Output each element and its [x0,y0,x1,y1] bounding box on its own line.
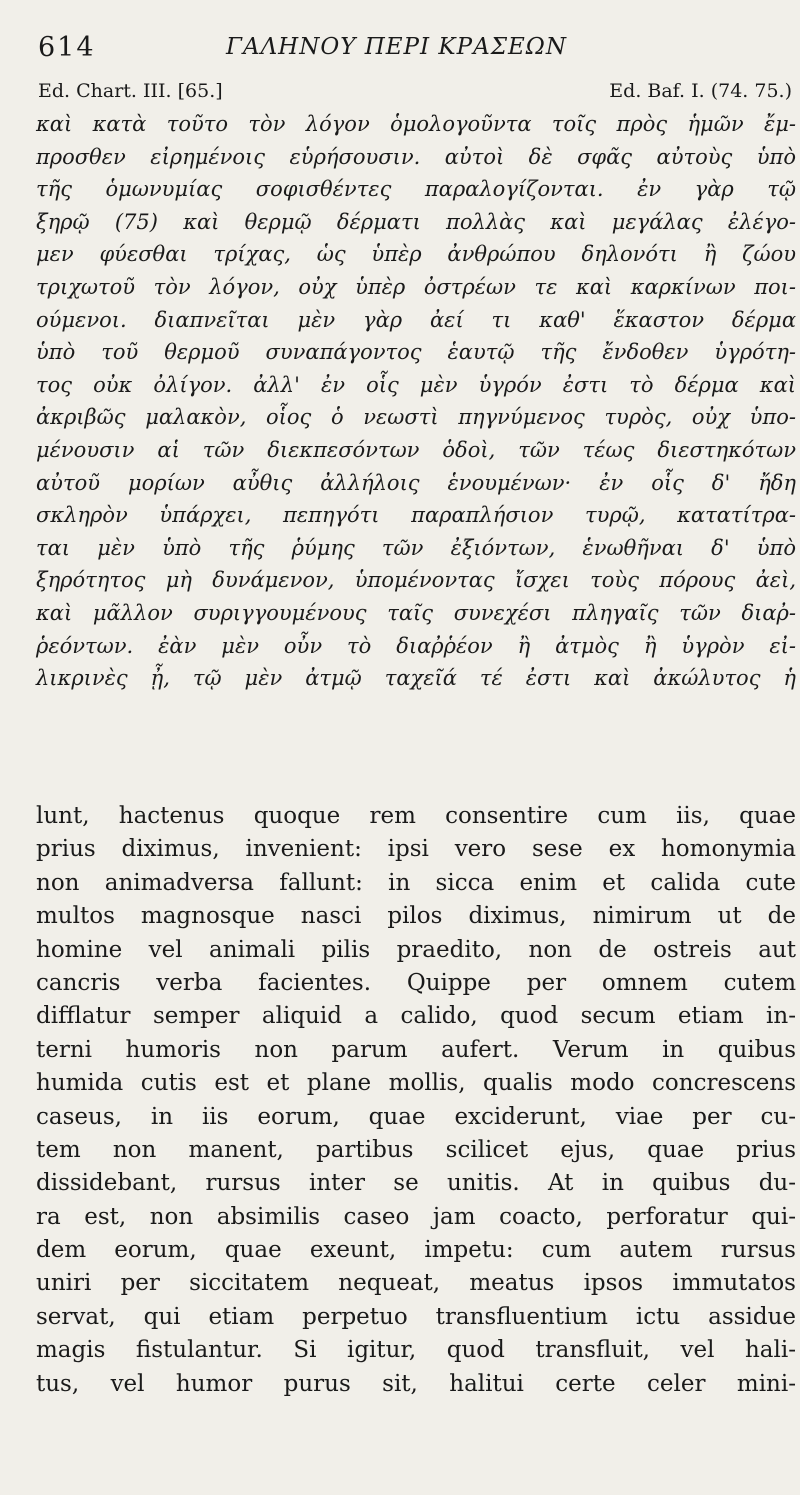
greek-text-line: ται μὲν ὑπὸ τῆς ῥύμης τῶν ἐξιόντων, ἑνωθῆναι δ' ὑπὸ [36,535,796,560]
page-number: 614 [38,32,96,63]
latin-text-line: dem eorum, quae exeunt, impetu: cum autem rursus [36,1237,796,1264]
greek-text-line: λικρινὲς ᾖ, τῷ μὲν ἀτμῷ ταχεῖά τέ ἐστι καὶ ἀκώλυτος ἡ [36,666,796,691]
edition-references [36,80,796,110]
greek-text-line: ἀκριβῶς μαλακὸν, οἷος ὁ νεωστὶ πηγνύμενος τυρὸς, οὐχ ὑπο- [36,405,796,430]
latin-text-line: tem non manent, partibus scilicet ejus, quae prius [36,1136,796,1163]
latin-text-line: homine vel animali pilis praedito, non de ostreis aut [36,936,796,963]
latin-text-line: terni humoris non parum aufert. Verum in quibus [36,1036,796,1063]
greek-text-line: καὶ κατὰ τοῦτο τὸν λόγον ὁμολογοῦντα τοῖς πρὸς ἡμῶν ἔμ- [36,112,796,136]
latin-text-line: tus, vel humor purus sit, halitui certe celer mini- [36,1370,796,1397]
greek-text-line: καὶ μᾶλλον συριγγουμένους ταῖς συνεχέσι πληγαῖς τῶν διαῤ- [36,600,796,625]
latin-text-line: uniri per siccitatem nequeat, meatus ipsos immutatos [36,1270,796,1297]
greek-text-line: ῥεόντων. ἐὰν μὲν οὖν τὸ διαῤῥέον ἢ ἀτμὸς ἢ ὑγρὸν εἰ- [36,633,796,658]
greek-text-line: μένουσιν αἱ τῶν διεκπεσόντων ὁδοὶ, τῶν τέως διεστηκότων [36,437,796,462]
latin-text-line: caseus, in iis eorum, quae exciderunt, viae per cu- [36,1103,796,1130]
latin-text-line: cancris verba facientes. Quippe per omnem cutem [36,969,796,996]
latin-text-line: ra est, non absimilis caseo jam coacto, perforatur qui- [36,1203,796,1230]
greek-text-line: μεν φύεσθαι τρίχας, ὡς ὑπὲρ ἀνθρώπου δηλονότι ἢ ζώου [36,242,796,267]
greek-text-line: ούμενοι. διαπνεῖται μὲν γὰρ ἀεί τι καθ' ἕκαστον δέρμα [36,307,796,332]
latin-text-line: prius diximus, invenient: ipsi vero sese ex homonymia [36,836,796,863]
latin-text-line: servat, qui etiam perpetuo transfluentium ictu assidue [36,1303,796,1330]
greek-text-line: ξηρότητος μὴ δυνάμενον, ὑπομένοντας ἴσχει τοὺς πόρους ἀεὶ, [36,568,796,593]
greek-text-line: τριχωτοῦ τὸν λόγον, οὐχ ὑπὲρ ὀστρέων τε καὶ καρκίνων ποι- [36,274,796,299]
latin-text-block [36,800,796,1401]
latin-text-line: lunt, hactenus quoque rem consentire cum iis, quae [36,803,796,829]
edition-ref-left: Ed. Chart. III. [65.] [38,80,223,102]
greek-text-line: τῆς ὁμωνυμίας σοφισθέντες παραλογίζονται. ἐν γὰρ τῷ [36,177,796,202]
latin-text-line: non animadversa fallunt: in sicca enim et calida cute [36,869,796,896]
latin-text-line: multos magnosque nasci pilos diximus, nimirum ut de [36,903,796,930]
greek-text-line: ὑπὸ τοῦ θερμοῦ συναπάγοντος ἑαυτῷ τῆς ἔνδοθεν ὑγρότη- [36,340,796,365]
greek-text-line: προσθεν εἰρημένοις εὑρήσουσιν. αὐτοὶ δὲ σφᾶς αὐτοὺς ὑπὸ [36,144,796,169]
greek-text-line: ξηρῷ (75) καὶ θερμῷ δέρματι πολλὰς καὶ μεγάλας ἐλέγο- [36,209,796,234]
latin-text-line: difflatur semper aliquid a calido, quod secum etiam in- [36,1003,796,1030]
latin-text-line: dissidebant, rursus inter se unitis. At in quibus du- [36,1170,796,1197]
running-title: ΓΑΛΗΝΟΥ ΠΕΡΙ ΚΡΑΣΕΩΝ [226,34,567,60]
latin-text-line: magis fistulantur. Si igitur, quod transfluit, vel hali- [36,1337,796,1364]
latin-text-line: humida cutis est et plane mollis, qualis modo concrescens [36,1070,796,1097]
page-header [36,32,796,72]
greek-text-line: αὐτοῦ μορίων αὖθις ἀλλήλοις ἑνουμένων· ἐν οἷς δ' ἤδη [36,470,796,495]
edition-ref-right: Ed. Baf. I. (74. 75.) [609,80,792,102]
greek-text-line: τος οὐκ ὀλίγον. ἀλλ' ἐν οἷς μὲν ὑγρόν ἐστι τὸ δέρμα καὶ [36,372,796,397]
greek-text-block [36,108,796,695]
greek-text-line: σκληρὸν ὑπάρχει, πεπηγότι παραπλήσιον τυρῷ, κατατίτρα- [36,503,796,528]
